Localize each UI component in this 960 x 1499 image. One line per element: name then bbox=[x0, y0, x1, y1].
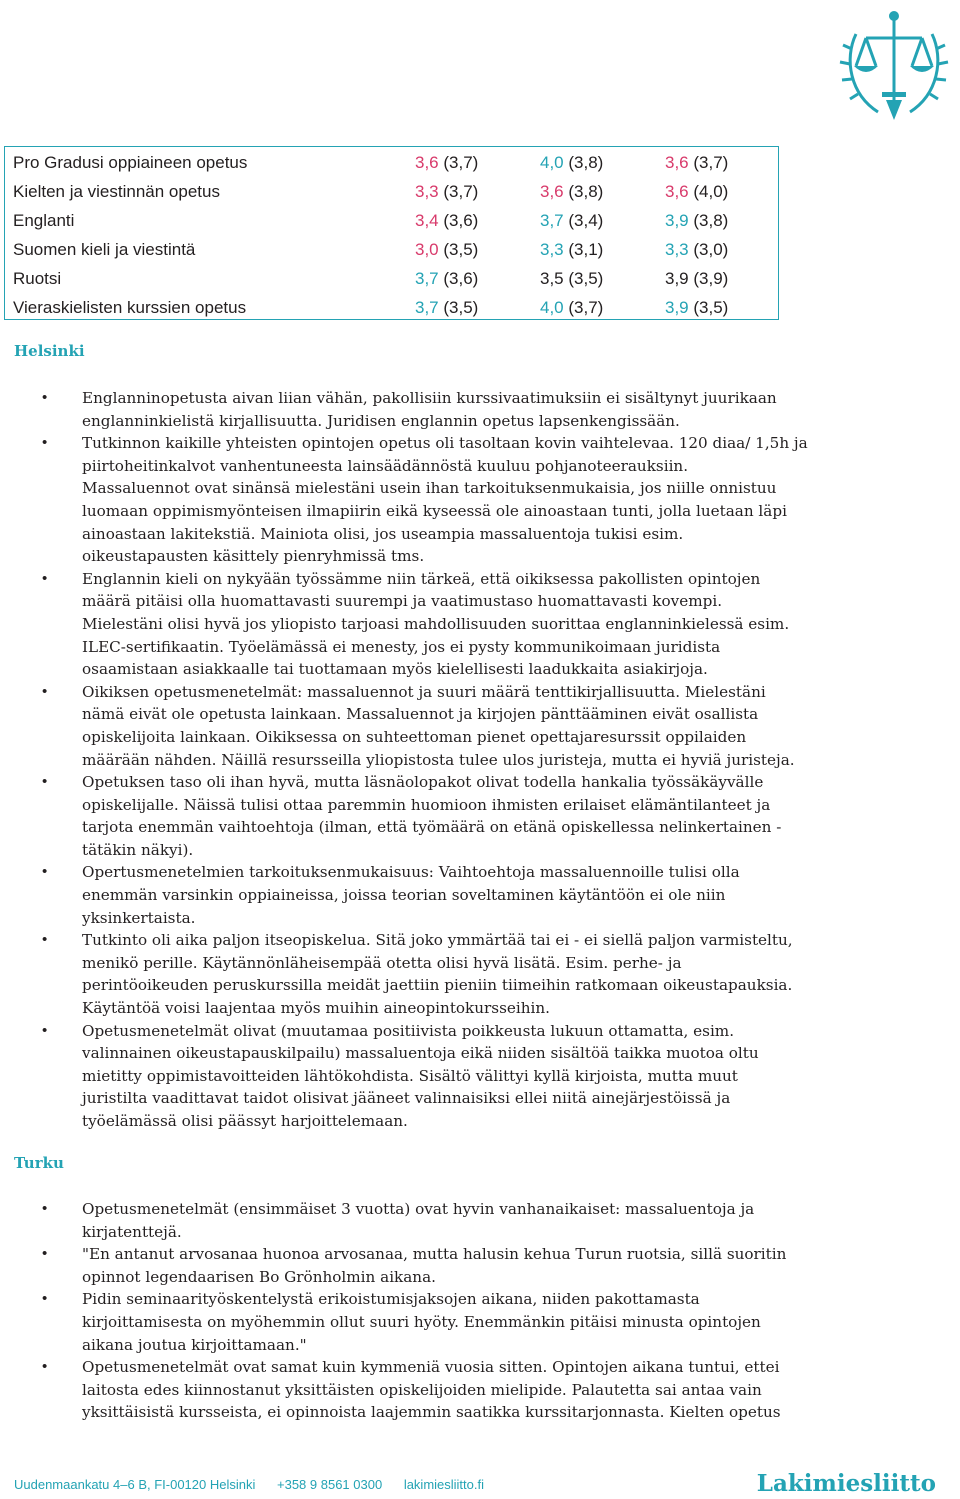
list-item-text: • Opetusmenetelmät (ensimmäiset 3 vuotta) ovat hyvin vanhanaikaiset: massaluentoja ja kirjatenttejä. bbox=[82, 1200, 755, 1241]
previous-score: (3,7) bbox=[443, 182, 479, 201]
previous-score: (3,7) bbox=[568, 298, 604, 317]
list-item bbox=[0, 1243, 960, 1288]
score-cell bbox=[415, 235, 478, 264]
turku-feedback-list bbox=[0, 1198, 960, 1424]
score-value: 3,6 bbox=[665, 153, 689, 172]
section-heading-turku: Turku bbox=[14, 1154, 64, 1172]
score-value: 4,0 bbox=[540, 298, 564, 317]
list-item-text: • Opertusmenetelmien tarkoituksenmukaisuus: Vaihtoehtoja massaluennoille tulisi olla enemmän varsinkin oppiaineissa, joissa teorian soveltaminen käytäntöön ei ole niin yksinkertaista. bbox=[82, 863, 740, 927]
previous-score: (3,4) bbox=[568, 211, 604, 230]
score-value: 4,0 bbox=[540, 153, 564, 172]
score-cell bbox=[665, 206, 728, 235]
row-label: Vieraskielisten kurssien opetus bbox=[13, 298, 247, 317]
footer-contact bbox=[14, 1477, 502, 1492]
footer-address: Uudenmaankatu 4–6 B, FI-00120 Helsinki bbox=[14, 1477, 256, 1492]
previous-score: (3,7) bbox=[693, 153, 729, 172]
section-heading-helsinki: Helsinki bbox=[14, 342, 85, 360]
previous-score: (3,1) bbox=[568, 240, 604, 259]
score-value: 3,0 bbox=[415, 240, 439, 259]
previous-score: (3,6) bbox=[443, 269, 479, 288]
previous-score: (3,5) bbox=[693, 298, 729, 317]
previous-score: (3,0) bbox=[693, 240, 729, 259]
previous-score: (3,6) bbox=[443, 211, 479, 230]
list-item bbox=[0, 1356, 960, 1424]
score-value: 3,5 bbox=[540, 269, 564, 288]
list-item bbox=[0, 432, 960, 568]
score-value: 3,9 bbox=[665, 269, 689, 288]
score-value: 3,3 bbox=[415, 182, 439, 201]
list-item-text: • Tutkinto oli aika paljon itseopiskelua. Sitä joko ymmärtää tai ei - ei siellä paljon varmisteltu, menikö perille. Käytännönläheisempää otetta olisi hyvä lisätä. Esim. perhe- ja perintöoikeuden peruskurssilla meidät jaettiin pieniin tiimeihin ratkomaan oikeustapauksia. Käytäntöä voisi laajentaa myös muihin aineopintokursseihin. bbox=[82, 931, 793, 1018]
list-item-text: • Oikiksen opetusmenetelmät: massaluennot ja suuri määrä tenttikirjallisuutta. Mielestäni nämä eivät ole opetusta lainkaan. Massaluennot ja kirjojen pänttääminen eivät osallista opiskelijoita lainkaan. Oikiksessa on suhteettoman pienet opettajaresurssit oppilaiden määrään nähden. Näillä resursseilla yliopistosta tulee ulos juristeja, mutta ei hyviä juristeja. bbox=[82, 682, 795, 769]
list-item bbox=[0, 929, 960, 1019]
score-cell bbox=[665, 148, 728, 177]
list-item-text: • Pidin seminaarityöskentelystä erikoistumisjaksojen aikana, niiden pakottamasta kirjoittamisesta on myöhemmin ollut suuri hyöty. Enemmänkin pitäisi minusta opintojen aikana joutua kirjoittamaan." bbox=[82, 1290, 761, 1354]
score-cell bbox=[540, 264, 603, 293]
previous-score: (3,8) bbox=[693, 211, 729, 230]
list-item bbox=[0, 771, 960, 861]
score-cell bbox=[540, 177, 603, 206]
list-item-text: • Opetusmenetelmät ovat samat kuin kymmeniä vuosia sitten. Opintojen aikana tuntui, ettei laitosta edes kiinnostanut yksittäisten opiskelijoiden mielipide. Palautetta sai antaa vain yksittäisistä kursseista, ei opinnoista laajemmin saatikka kurssitarjonnasta. Kielten opetus bbox=[82, 1358, 781, 1422]
previous-score: (3,5) bbox=[568, 269, 604, 288]
ratings-table bbox=[4, 146, 779, 320]
list-item bbox=[0, 387, 960, 432]
previous-score: (4,0) bbox=[693, 182, 729, 201]
previous-score: (3,8) bbox=[568, 182, 604, 201]
list-item bbox=[0, 681, 960, 771]
previous-score: (3,5) bbox=[443, 240, 479, 259]
list-item bbox=[0, 568, 960, 681]
score-cell bbox=[665, 293, 728, 322]
score-cell bbox=[415, 177, 478, 206]
list-item bbox=[0, 1020, 960, 1133]
previous-score: (3,8) bbox=[568, 153, 604, 172]
table-row bbox=[5, 148, 778, 177]
score-cell bbox=[540, 235, 603, 264]
list-item bbox=[0, 1198, 960, 1243]
list-item-text: • "En antanut arvosanaa huonoa arvosanaa, mutta halusin kehua Turun ruotsia, sillä suoritin opinnot legendaarisen Bo Grönholmin aikana. bbox=[82, 1245, 787, 1286]
score-value: 3,7 bbox=[415, 269, 439, 288]
score-value: 3,9 bbox=[665, 211, 689, 230]
score-value: 3,6 bbox=[415, 153, 439, 172]
list-item-text: • Opetusmenetelmät olivat (muutamaa positiivista poikkeusta lukuun ottamatta, esim. valinnainen oikeustapauskilpailu) massaluentoja eikä niiden sisältöä taikka muotoa oltu mietitty oppimistavoitteiden lähtökohdista. Sisältö välittyi kyllä kirjoista, mutta muut juristilta vaadittavat taidot olisivat jääneet valinnaisiksi ellei niitä ainejärjestöissä ja työelämässä olisi päässyt harjoittelemaan. bbox=[82, 1021, 759, 1130]
row-label: Kielten ja viestinnän opetus bbox=[13, 182, 220, 201]
score-value: 3,6 bbox=[665, 182, 689, 201]
list-item-text: • Englanninopetusta aivan liian vähän, pakollisiin kurssivaatimuksiin ei sisältynyt juurikaan englanninkielistä kirjallisuutta. Juridisen englannin opetus lapsenkengissään. bbox=[82, 389, 777, 430]
score-value: 3,6 bbox=[540, 182, 564, 201]
score-cell bbox=[665, 264, 728, 293]
row-label: Englanti bbox=[13, 211, 75, 230]
table-row bbox=[5, 235, 778, 264]
score-value: 3,3 bbox=[665, 240, 689, 259]
row-label: Pro Gradusi oppiaineen opetus bbox=[13, 153, 248, 172]
score-cell bbox=[415, 293, 478, 322]
score-value: 3,7 bbox=[415, 298, 439, 317]
row-label: Ruotsi bbox=[13, 269, 62, 288]
list-item-text: • Opetuksen taso oli ihan hyvä, mutta läsnäolopakot olivat todella hankalia työssäkäyvälle opiskelijalle. Näissä tulisi ottaa paremmin huomioon ihmisten erilaiset elämäntilanteet ja tarjota enemmän vaihtoehtoja (ilman, että työmäärä on etänä opiskellessa nelinkertainen - tätäkin näkyi). bbox=[82, 773, 782, 859]
table-row bbox=[5, 293, 778, 322]
table-row bbox=[5, 264, 778, 293]
score-cell bbox=[665, 177, 728, 206]
list-item bbox=[0, 1288, 960, 1356]
score-cell bbox=[540, 148, 603, 177]
score-value: 3,7 bbox=[540, 211, 564, 230]
score-cell bbox=[415, 264, 478, 293]
list-item bbox=[0, 861, 960, 929]
score-cell bbox=[665, 235, 728, 264]
previous-score: (3,9) bbox=[693, 269, 729, 288]
table-row bbox=[5, 206, 778, 235]
footer-web[interactable]: lakimiesliitto.fi bbox=[403, 1477, 484, 1492]
score-cell bbox=[415, 206, 478, 235]
brand-wordmark: Lakimiesliitto bbox=[756, 1470, 936, 1497]
footer-phone[interactable]: +358 9 8561 0300 bbox=[277, 1477, 383, 1492]
row-label: Suomen kieli ja viestintä bbox=[13, 240, 196, 259]
previous-score: (3,7) bbox=[443, 153, 479, 172]
score-value: 3,4 bbox=[415, 211, 439, 230]
score-cell bbox=[540, 206, 603, 235]
score-cell bbox=[415, 148, 478, 177]
score-value: 3,9 bbox=[665, 298, 689, 317]
score-value: 3,3 bbox=[540, 240, 564, 259]
table-row bbox=[5, 177, 778, 206]
list-item-text: • Englannin kieli on nykyään työssämme niin tärkeä, että oikiksessa pakollisten opintojen määrä pitäisi olla huomattavasti suurempi ja vaatimustaso huomattavasti kovempi. Mielestäni olisi hyvä jos yliopisto tarjoasi mahdollisuuden suorittaa englanninkielessä esim. ILEC-sertifikaatin. Työelämässä ei menesty, jos ei pysty kommunikoimaan juridista osaamistaan asiakkaalle tai tuottamaan myös kielellisesti laadukkaita asiakirjoja. bbox=[82, 569, 790, 679]
scales-of-justice-emblem-icon bbox=[838, 4, 950, 124]
score-cell bbox=[540, 293, 603, 322]
previous-score: (3,5) bbox=[443, 298, 479, 317]
helsinki-feedback-list bbox=[0, 387, 960, 1133]
list-item-text: • Tutkinnon kaikille yhteisten opintojen opetus oli tasoltaan kovin vaihtelevaa. 120 diaa/ 1,5h ja piirtoheitinkalvot vanhentuneesta lainsäädännöstä kuuluu pohjanoteerauksiin. Massaluennot ovat sinänsä mielestäni usein ihan tarkoituksenmukaisia, jos niille onnistuu luomaan oppimismyönteisen ilmapiirin eikä kyseessä ole ainoastaan tunti, jolla luetaan läpi ainoastaan lakitekstiä. Mainiota olisi, jos useampia massaluentoja tukisi esim. oikeustapausten käsittely pienryhmissä tms. bbox=[82, 434, 808, 566]
